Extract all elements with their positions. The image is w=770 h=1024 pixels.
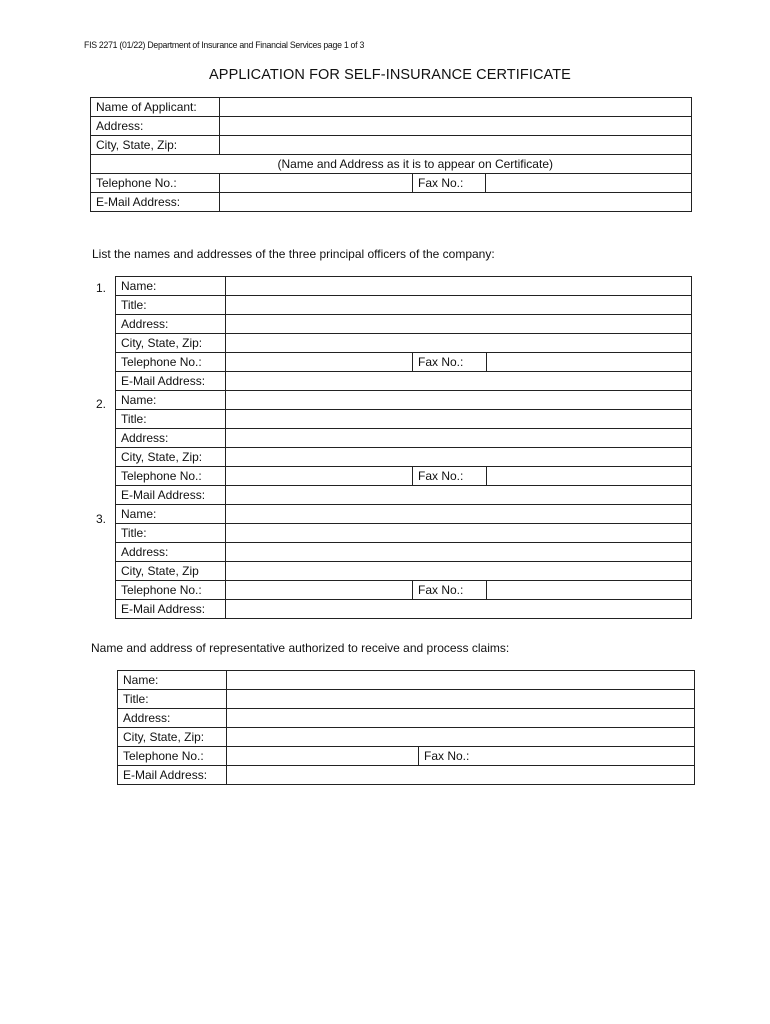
table-row: [116, 581, 692, 600]
representative-title-label: Title:: [118, 690, 227, 709]
officer-2-title-field[interactable]: [226, 410, 692, 429]
table-row: [116, 600, 692, 619]
form-id-line: FIS 2271 (01/22) Department of Insurance and Financial Services page 1 of 3: [84, 40, 365, 51]
table-row: [116, 277, 692, 296]
applicant-email-field[interactable]: [220, 193, 692, 212]
representative-fax-field[interactable]: [492, 747, 695, 766]
table-row: [91, 117, 692, 136]
officer-2-fax-field[interactable]: [487, 467, 692, 486]
officer-3-telephone-field[interactable]: [226, 581, 413, 600]
officer-name-label: Name:: [116, 505, 226, 524]
representative-telephone-field[interactable]: [227, 747, 419, 766]
officer-number: 3.: [96, 512, 107, 526]
applicant-address-label: Address:: [91, 117, 220, 136]
officer-1-email-field[interactable]: [226, 372, 692, 391]
table-row: [91, 136, 692, 155]
representative-fax-label: Fax No.:: [419, 747, 492, 766]
table-row: [118, 766, 695, 785]
officer-1-city-field[interactable]: [226, 334, 692, 353]
table-row: [116, 353, 692, 372]
table-row: [116, 562, 692, 581]
table-row: [91, 174, 692, 193]
blank-cell: [91, 155, 220, 174]
table-row: [116, 296, 692, 315]
officer-title-label: Title:: [116, 410, 226, 429]
representative-instruction: Name and address of representative authorized to receive and process claims:: [91, 641, 510, 655]
applicant-email-label: E-Mail Address:: [91, 193, 220, 212]
officer-name-label: Name:: [116, 391, 226, 410]
applicant-name-field[interactable]: [220, 98, 692, 117]
table-row: [116, 524, 692, 543]
table-row: [118, 671, 695, 690]
officer-3-address-field[interactable]: [226, 543, 692, 562]
representative-title-field[interactable]: [227, 690, 695, 709]
officer-city-label: City, State, Zip: [116, 562, 226, 581]
officer-1-telephone-field[interactable]: [226, 353, 413, 372]
table-row: [116, 543, 692, 562]
officer-email-label: E-Mail Address:: [116, 600, 226, 619]
table-row: [91, 193, 692, 212]
officer-address-label: Address:: [116, 315, 226, 334]
officer-name-label: Name:: [116, 277, 226, 296]
officer-title-label: Title:: [116, 296, 226, 315]
page-title: APPLICATION FOR SELF-INSURANCE CERTIFICATE: [209, 67, 571, 83]
applicant-table: [90, 97, 692, 212]
officer-fax-label: Fax No.:: [413, 353, 487, 372]
officer-3-city-field[interactable]: [226, 562, 692, 581]
table-row: [91, 155, 692, 174]
officer-telephone-label: Telephone No.:: [116, 581, 226, 600]
table-row: [116, 467, 692, 486]
applicant-name-label: Name of Applicant:: [91, 98, 220, 117]
table-row: [116, 429, 692, 448]
officer-2-telephone-field[interactable]: [226, 467, 413, 486]
officer-email-label: E-Mail Address:: [116, 486, 226, 505]
representative-city-label: City, State, Zip:: [118, 728, 227, 747]
table-row: [118, 690, 695, 709]
officers-table: [115, 276, 692, 619]
table-row: [116, 505, 692, 524]
officer-3-fax-field[interactable]: [487, 581, 692, 600]
officer-fax-label: Fax No.:: [413, 581, 487, 600]
applicant-telephone-label: Telephone No.:: [91, 174, 220, 193]
applicant-fax-field[interactable]: [486, 174, 692, 193]
table-row: [118, 709, 695, 728]
officer-1-fax-field[interactable]: [487, 353, 692, 372]
applicant-city-label: City, State, Zip:: [91, 136, 220, 155]
table-row: [116, 391, 692, 410]
officer-telephone-label: Telephone No.:: [116, 467, 226, 486]
representative-email-label: E-Mail Address:: [118, 766, 227, 785]
table-row: [116, 315, 692, 334]
officer-3-title-field[interactable]: [226, 524, 692, 543]
table-row: [116, 372, 692, 391]
representative-address-field[interactable]: [227, 709, 695, 728]
table-row: [116, 486, 692, 505]
officer-3-email-field[interactable]: [226, 600, 692, 619]
table-row: [116, 448, 692, 467]
officer-city-label: City, State, Zip:: [116, 334, 226, 353]
officer-1-address-field[interactable]: [226, 315, 692, 334]
officer-2-name-field[interactable]: [226, 391, 692, 410]
applicant-city-field[interactable]: [220, 136, 692, 155]
officer-2-email-field[interactable]: [226, 486, 692, 505]
officer-title-label: Title:: [116, 524, 226, 543]
table-row: [91, 98, 692, 117]
officer-2-address-field[interactable]: [226, 429, 692, 448]
officers-instruction: List the names and addresses of the three principal officers of the company:: [92, 247, 495, 261]
table-row: [118, 747, 695, 766]
representative-name-field[interactable]: [227, 671, 695, 690]
officer-1-name-field[interactable]: [226, 277, 692, 296]
applicant-telephone-field[interactable]: [220, 174, 413, 193]
table-row: [116, 410, 692, 429]
officer-2-city-field[interactable]: [226, 448, 692, 467]
officer-number: 2.: [96, 397, 107, 411]
table-row: [118, 728, 695, 747]
representative-city-field[interactable]: [227, 728, 695, 747]
officer-city-label: City, State, Zip:: [116, 448, 226, 467]
table-row: [116, 334, 692, 353]
officer-address-label: Address:: [116, 543, 226, 562]
officer-address-label: Address:: [116, 429, 226, 448]
certificate-note: (Name and Address as it is to appear on Certificate): [220, 155, 692, 174]
representative-address-label: Address:: [118, 709, 227, 728]
officer-telephone-label: Telephone No.:: [116, 353, 226, 372]
representative-telephone-label: Telephone No.:: [118, 747, 227, 766]
officer-number: 1.: [96, 281, 107, 295]
officer-email-label: E-Mail Address:: [116, 372, 226, 391]
representative-email-field[interactable]: [227, 766, 695, 785]
officer-fax-label: Fax No.:: [413, 467, 487, 486]
officer-3-name-field[interactable]: [226, 505, 692, 524]
representative-name-label: Name:: [118, 671, 227, 690]
applicant-address-field[interactable]: [220, 117, 692, 136]
applicant-fax-label: Fax No.:: [413, 174, 486, 193]
representative-table: [117, 670, 695, 785]
officer-1-title-field[interactable]: [226, 296, 692, 315]
